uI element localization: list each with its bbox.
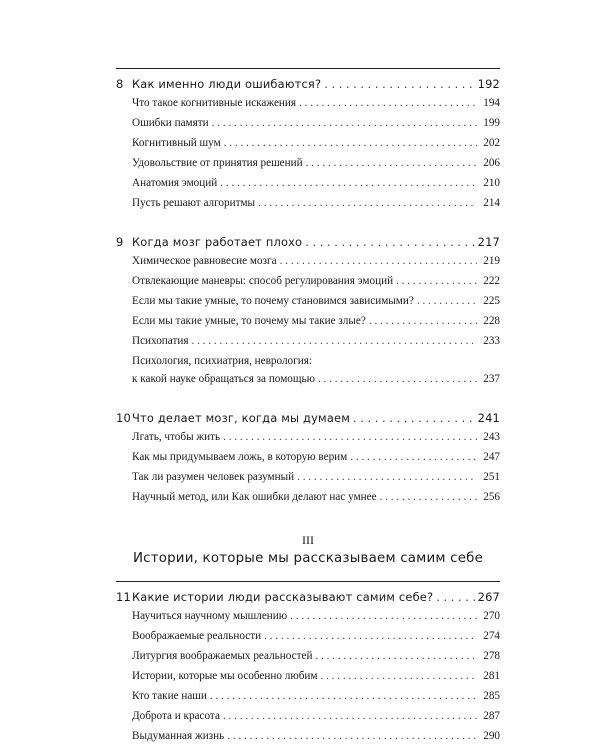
toc-item[interactable] — [116, 690, 500, 710]
leader-dots — [258, 197, 477, 209]
page-number: 228 — [483, 315, 500, 327]
page-number: 274 — [483, 630, 500, 642]
toc-item-title: Психопатия — [132, 335, 189, 347]
part-title: Истории, которые мы рассказываем самим себе — [132, 551, 484, 566]
leader-dots — [318, 373, 477, 385]
toc-item-title: Истории, которые мы особенно любим — [132, 670, 318, 682]
leader-dots — [369, 315, 477, 327]
toc-item[interactable] — [116, 275, 500, 295]
page-number: 206 — [483, 157, 500, 169]
toc-item[interactable] — [116, 197, 500, 217]
leader-dots — [224, 137, 477, 149]
toc-item[interactable] — [116, 255, 500, 275]
leader-dots — [227, 730, 477, 742]
toc-item-title-line2: к какой науке обращаться за помощью — [132, 373, 315, 385]
page-number: 199 — [483, 117, 500, 129]
leader-dots — [315, 650, 477, 662]
chapter-title: Как именно люди ошибаются? — [132, 77, 322, 91]
page-number: 194 — [483, 97, 500, 109]
page-number: 256 — [483, 491, 500, 503]
toc-item-title-line1: Психология, психиатрия, неврология: — [132, 355, 312, 367]
toc-item[interactable] — [116, 491, 500, 511]
toc-item[interactable] — [116, 471, 500, 491]
leader-dots — [210, 690, 477, 702]
toc-item-title: Химическое равновесие мозга — [132, 255, 277, 267]
toc-item-title: Если мы такие умные, то почему мы такие злые? — [132, 315, 366, 327]
page-number: 225 — [483, 295, 500, 307]
toc-item-title: Доброта и красота — [132, 710, 220, 722]
toc-item[interactable] — [116, 630, 500, 650]
page-number: 214 — [483, 197, 500, 209]
leader-dots — [380, 491, 477, 503]
page-number: 267 — [477, 590, 500, 604]
leader-dots — [297, 471, 477, 483]
toc-item[interactable] — [116, 97, 500, 117]
toc-item[interactable] — [116, 451, 500, 471]
toc-item-title: Научный метод, или Как ошибки делают нас умнее — [132, 491, 377, 503]
toc-item[interactable] — [116, 157, 500, 177]
toc-item-title: Выдуманная жизнь — [132, 730, 225, 742]
page-number: 287 — [483, 710, 500, 722]
chapter-8-entry[interactable] — [116, 77, 500, 97]
toc-item-title: Удовольствие от принятия решений — [132, 157, 303, 169]
page-number: 222 — [483, 275, 500, 287]
page-number: 217 — [477, 235, 500, 249]
leader-dots — [306, 157, 477, 169]
toc-item-title: Если мы такие умные, то почему становимся зависимыми? — [132, 295, 414, 307]
toc-item-title: Лгать, чтобы жить — [132, 431, 221, 443]
toc-item[interactable] — [116, 335, 500, 355]
chapter-9-entry[interactable] — [116, 235, 500, 255]
toc-item[interactable] — [116, 315, 500, 335]
page-number: 290 — [483, 730, 500, 742]
toc-item-title: Анатомия эмоций — [132, 177, 218, 189]
toc-item[interactable] — [116, 137, 500, 157]
leader-dots — [417, 295, 477, 307]
page-number: 210 — [483, 177, 500, 189]
leader-dots — [350, 451, 477, 463]
table-of-contents — [116, 68, 500, 750]
part-heading — [116, 533, 500, 581]
chapter-title: Что делает мозг, когда мы думаем — [132, 411, 350, 425]
page-number: 247 — [483, 451, 500, 463]
toc-item[interactable] — [116, 670, 500, 690]
toc-item[interactable] — [116, 177, 500, 197]
page-number: 285 — [483, 690, 500, 702]
toc-item-title: Как мы придумываем ложь, в которую верим — [132, 451, 348, 463]
page-number: 192 — [477, 77, 500, 91]
leader-dots — [324, 77, 474, 91]
toc-item-title: Так ли разумен человек разумный — [132, 471, 295, 483]
page-number: 237 — [483, 373, 500, 385]
page-number: 233 — [483, 335, 500, 347]
leader-dots — [191, 335, 477, 347]
chapter-number: 8 — [116, 77, 124, 91]
leader-dots — [305, 235, 474, 249]
toc-item-title: Когнитивный шум — [132, 137, 221, 149]
leader-dots — [223, 710, 477, 722]
page-number: 270 — [483, 610, 500, 622]
page-number: 251 — [483, 471, 500, 483]
part-number: III — [302, 533, 314, 547]
chapter-11-entry[interactable] — [116, 590, 500, 610]
toc-item-multiline-second[interactable] — [116, 373, 500, 393]
page-number: 243 — [483, 431, 500, 443]
chapter-title: Когда мозг работает плохо — [132, 235, 303, 249]
leader-dots — [436, 590, 474, 604]
chapter-10-entry[interactable] — [116, 411, 500, 431]
leader-dots — [280, 255, 477, 267]
toc-item-title: Кто такие наши — [132, 690, 207, 702]
leader-dots — [396, 275, 477, 287]
toc-item[interactable] — [116, 295, 500, 315]
leader-dots — [212, 117, 477, 129]
toc-item[interactable] — [116, 431, 500, 451]
page-number: 219 — [483, 255, 500, 267]
chapter-number: 9 — [116, 235, 124, 249]
toc-item-multiline-first[interactable] — [116, 355, 500, 373]
toc-item-title: Литургия воображаемых реальностей — [132, 650, 313, 662]
toc-item-title: Ошибки памяти — [132, 117, 209, 129]
toc-item-title: Отвлекающие маневры: способ регулирования эмоций — [132, 275, 394, 287]
toc-item[interactable] — [116, 610, 500, 630]
divider — [116, 581, 500, 582]
leader-dots — [353, 411, 475, 425]
toc-item[interactable] — [116, 650, 500, 670]
chapter-number: 10 — [116, 411, 131, 425]
divider — [116, 68, 500, 69]
toc-item[interactable] — [116, 710, 500, 730]
page-number: 241 — [477, 411, 500, 425]
toc-item-title: Что такое когнитивные искажения — [132, 97, 297, 109]
leader-dots — [290, 610, 477, 622]
toc-item[interactable] — [116, 117, 500, 137]
page-number: 202 — [483, 137, 500, 149]
toc-item[interactable] — [116, 730, 500, 750]
page-number: 281 — [483, 670, 500, 682]
leader-dots — [320, 670, 477, 682]
toc-item-title: Научиться научному мышлению — [132, 610, 288, 622]
leader-dots — [264, 630, 477, 642]
page-number: 278 — [483, 650, 500, 662]
toc-item-title: Воображаемые реальности — [132, 630, 262, 642]
leader-dots — [299, 97, 477, 109]
chapter-number: 11 — [116, 590, 131, 604]
leader-dots — [223, 431, 477, 443]
chapter-title: Какие истории люди рассказывают самим себе? — [132, 590, 434, 604]
toc-item-title: Пусть решают алгоритмы — [132, 197, 256, 209]
leader-dots — [220, 177, 477, 189]
